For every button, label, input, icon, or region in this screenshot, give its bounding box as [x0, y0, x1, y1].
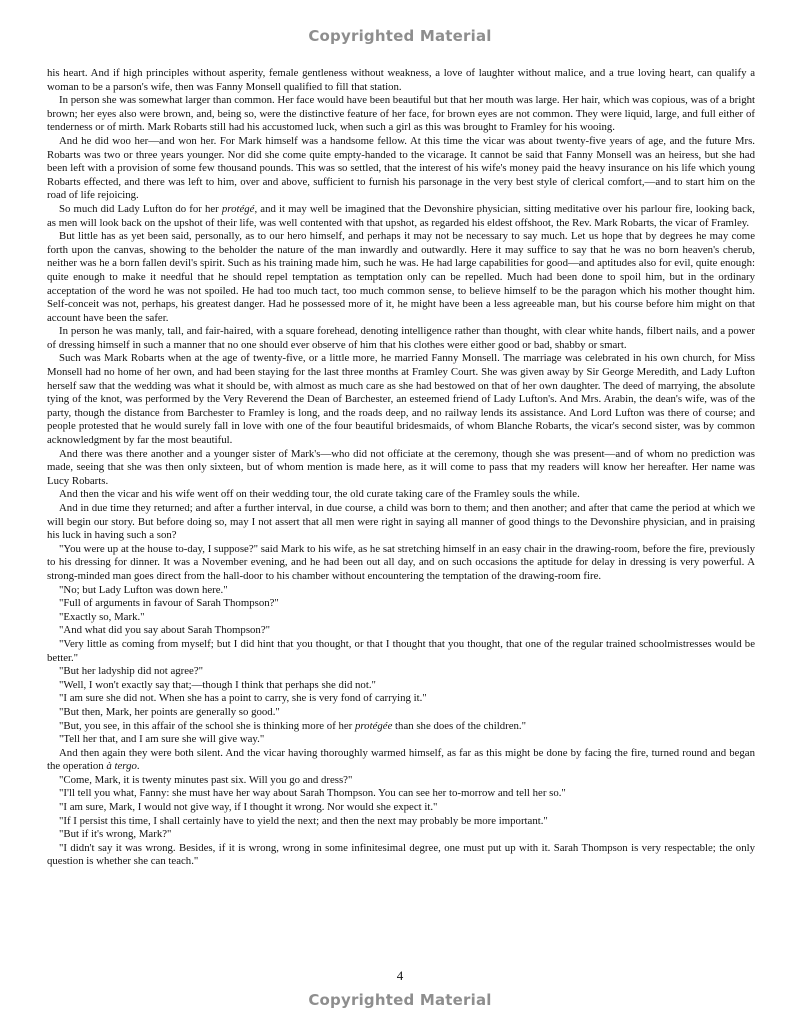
paragraph [47, 203, 755, 230]
italic-text: protégée [354, 719, 393, 732]
paragraph: "But her ladyship did not agree?" [59, 665, 204, 678]
paragraph: And then the vicar and his wife went off on their wedding tour, the old curate taking care of the Framley souls the while. [59, 488, 580, 501]
paragraph: "I'll tell you what, Fanny: she must have her way about Sarah Thompson. You can see her to-morrow and tell her so." [59, 787, 566, 800]
paragraph: "Well, I won't exactly say that;—though I think that perhaps she did not." [59, 678, 376, 691]
paragraph-text: , and it may well be imagined that the Devonshire physician, sitting meditative over his parlour fire, looking back, as men will look back on the upshot of their life, was well contented with that upshot, as regarded his eldest offshoot, the Rev. Mark Robarts, the vicar of Framley. [47, 202, 755, 229]
paragraph-text: So much did Lady Lufton do for her [59, 202, 222, 215]
paragraph: In person she was somewhat larger than common. Her face would have been beautiful but that her mouth was large. Her hair, which was copious, was of a bright brown; her eyes also were brown, and, being so, were the distinctive feature of her face, for brown eyes are not common. They were liquid, large, and full either of tenderness or of mirth. Mark Robarts still had his accustomed luck, when such a girl as this was brought to Framley for his wooing. [47, 94, 755, 134]
paragraph: "I am sure she did not. When she has a point to carry, she is very fond of carrying it." [59, 692, 427, 705]
paragraph [47, 720, 755, 734]
paragraph: "If I persist this time, I shall certainly have to yield the next; and then the next may probably be more important." [59, 814, 548, 827]
paragraph: "Full of arguments in favour of Sarah Thompson?" [59, 597, 279, 610]
paragraph [47, 747, 755, 774]
paragraph: "Exactly so, Mark." [59, 610, 145, 623]
paragraph: "Very little as coming from myself; but I did hint that you thought, or that I thought that you thought, that one of the regular trained schoolmistresses would be better." [47, 637, 755, 664]
paragraph: "And what did you say about Sarah Thompson?" [59, 624, 271, 637]
paragraph: Such was Mark Robarts when at the age of twenty-five, or a little more, he married Fanny Monsell. The marriage was celebrated in his own church, for Miss Monsell had no home of her own, and had been staying for the last three months at Framley Court. She was given away by Sir George Meredith, and Lady Lufton herself saw that the wedding was what it should be, with almost as much care as she had bestowed on that of her own daughter. The deed of marrying, the absolute tying of the knot, was performed by the Very Reverend the Dean of Barchester, an esteemed friend of Lady Lufton's. And Mrs. Arabin, the dean's wife, was of the party, though the distance from Barchester to Framley is long, and the roads deep, and no railway lends its assistance. And Lord Lufton was there of course; and people protested that he would surely fall in love with one of the four beautiful bridesmaids, of whom Blanche Robarts, the vicar's second sister, was by common acknowledgment by far the most beautiful. [47, 352, 755, 447]
paragraph: And there was there another and a younger sister of Mark's—who did not officiate at the ceremony, though she was present—and of whom no prediction was made, seeing that she was then only sixteen, but of whom mention is made here, as it will come to pass that my readers will know her hereafter. Her name was Lucy Robarts. [47, 447, 755, 487]
copyright-watermark-top: Copyrighted Material [308, 27, 492, 45]
body-text [47, 67, 755, 869]
paragraph-text: And then again they were both silent. And the vicar having thoroughly warmed himself, as far as this might be done by facing the fire, turned round and began the operation [47, 746, 755, 773]
paragraph: And in due time they returned; and after a further interval, in due course, a child was born to them; and then another; and after that came the period at which we will begin our story. But before doing so, may I not assert that all men were right in saying all manner of good things to the Devonshire physician, and in praising his luck in having such a son? [47, 502, 755, 542]
paragraph: "I didn't say it was wrong. Besides, if it is wrong, wrong in some infinitesimal degree, one must put up with it. Sarah Thompson is very respectable; the only question is whether she can teach." [47, 841, 755, 868]
paragraph: "I am sure, Mark, I would not give way, if I thought it wrong. Nor would she expect it." [59, 801, 438, 814]
paragraph: "You were up at the house to-day, I suppose?" said Mark to his wife, as he sat stretching himself in an easy chair in the drawing-room, before the fire, previously to his dressing for dinner. It was a November evening, and he had been out all day, and on such occasions the aptitude for delay in dressing is very powerful. A strong-minded man goes direct from the hall-door to his chamber without encountering the temptation of the drawing-room fire. [47, 542, 755, 582]
paragraph: And he did woo her—and won her. For Mark himself was a handsome fellow. At this time the vicar was about twenty-five years of age, and the future Mrs. Robarts was two or three years younger. Nor did she come quite empty-handed to the vicarage. It cannot be said that Fanny Monsell was an heiress, but she had been left with a provision of some few thousand pounds. This was so settled, that the interest of his wife's money paid the heavy insurance on his life which young Robarts effected, and there was left to him, over and above, sufficient to furnish his parsonage in the very best style of clerical comfort,—and to start him on the road of life rejoicing. [47, 134, 755, 202]
paragraph-text: "But, you see, in this affair of the school she is thinking more of her [59, 719, 355, 732]
italic-text: à tergo [106, 760, 137, 773]
paragraph-text: . [136, 760, 140, 773]
paragraph: "No; but Lady Lufton was down here." [59, 583, 228, 596]
paragraph: "But if it's wrong, Mark?" [59, 828, 172, 841]
paragraph: his heart. And if high principles without asperity, female gentleness without weakness, a love of laughter without malice, and a true loving heart, can qualify a woman to be a parson's wife, then was Fanny Monsell qualified to fill that station. [47, 67, 755, 93]
paragraph: "But then, Mark, her points are generally so good." [59, 705, 280, 718]
paragraph-text: than she does of the children." [392, 719, 526, 732]
italic-text: protégé [221, 202, 255, 215]
paragraph: "Tell her that, and I am sure she will give way." [59, 733, 265, 746]
copyright-watermark-bottom: Copyrighted Material [308, 991, 492, 1009]
page-number: 4 [396, 968, 404, 983]
paragraph: In person he was manly, tall, and fair-haired, with a square forehead, denoting intelligence rather than thought, with clear white hands, filbert nails, and a power of dressing himself in such a manner that no one should ever observe of him that his clothes were either good or bad, shabby or smart. [47, 325, 755, 351]
paragraph: But little has as yet been said, personally, as to our hero himself, and perhaps it may not be necessary to say much. Let us hope that by degrees he may come forth upon the canvas, showing to the beholder the nature of the man inwardly and outwardly. Here it may suffice to say that he was no born heaven's cherub, neither was he a born fallen devil's spirit. Such as his training made him, such he was. He had large capabilities for good—and aptitudes also for evil, quite enough: quite enough to make it needful that he should repel temptation as temptation only can be repelled. Much had been done to spoil him, but in the ordinary acceptation of the word he was not spoiled. He had too much tact, too much common sense, to believe himself to be the paragon which his mother thought him. Self-conceit was not, perhaps, his greatest danger. Had he possessed more of it, he might have been a less agreeable man, but his course before him might on that account have been the safer. [47, 230, 755, 324]
paragraph: "Come, Mark, it is twenty minutes past six. Will you go and dress?" [59, 773, 353, 786]
